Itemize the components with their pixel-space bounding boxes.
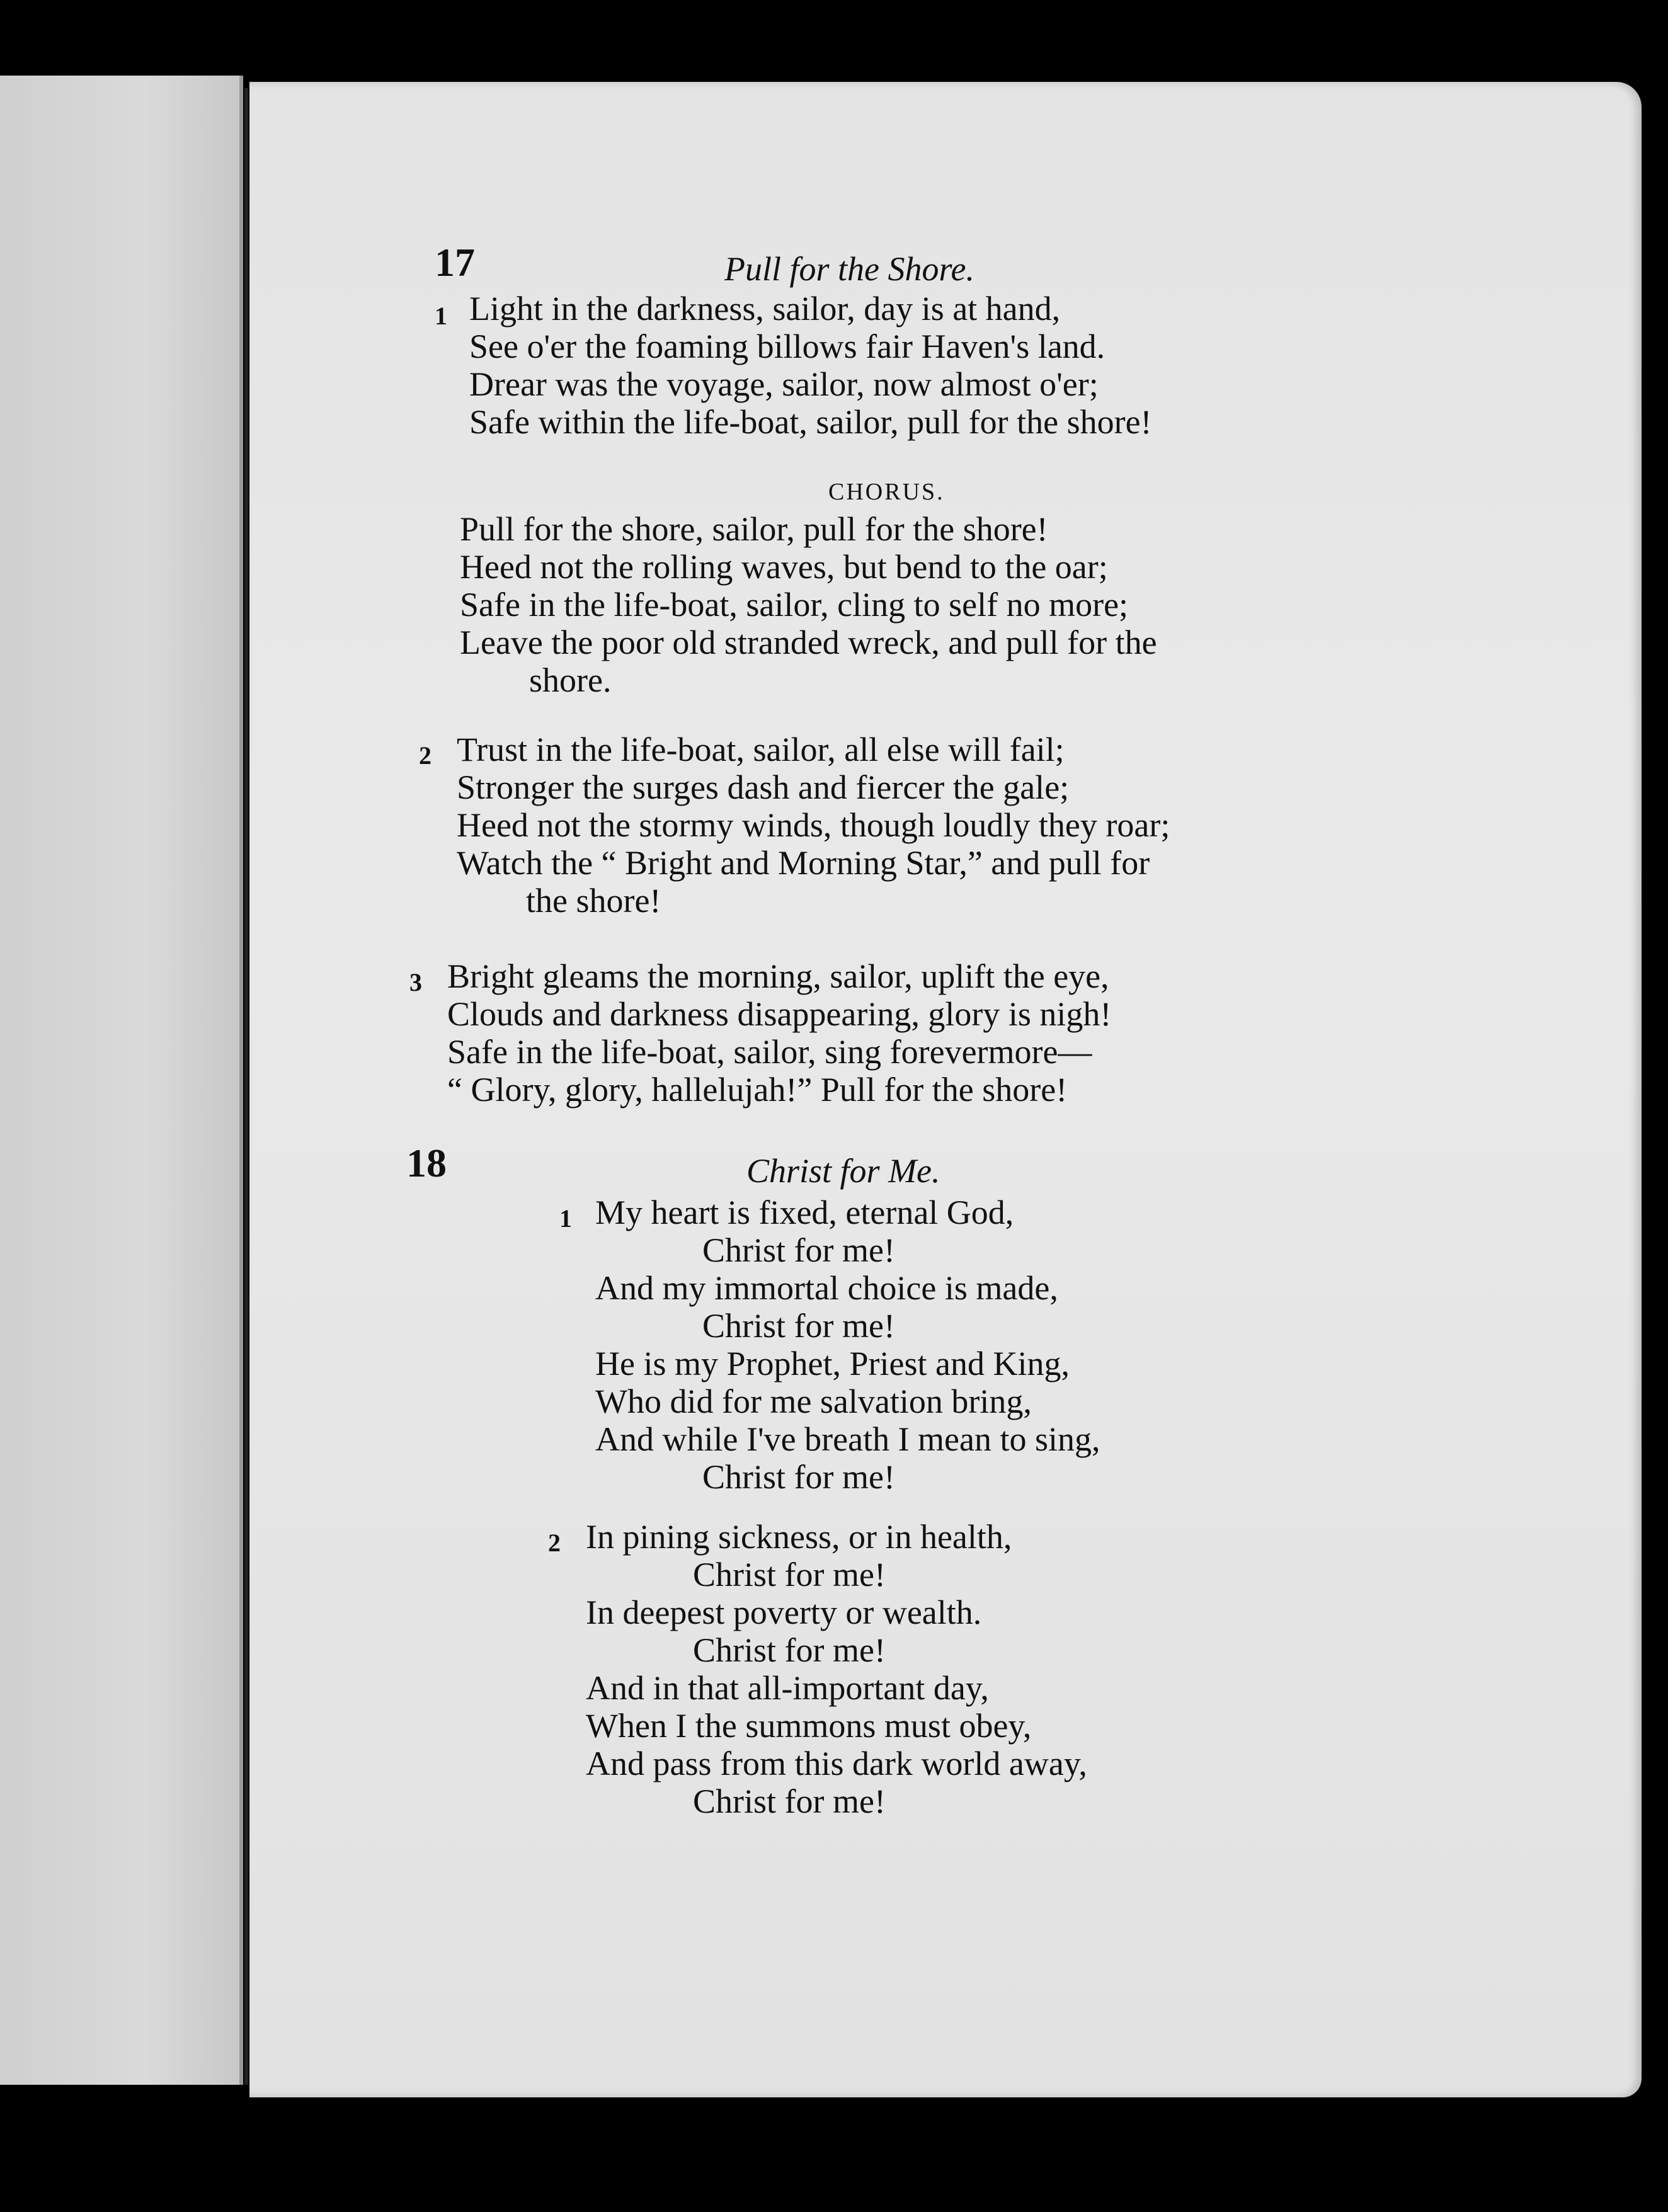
- verse-line: Drear was the voyage, sailor, now almost o'er;: [469, 365, 1099, 403]
- chorus-label: CHORUS.: [828, 479, 945, 505]
- refrain-line: Christ for me!: [693, 1782, 886, 1820]
- chorus-line: Leave the poor old stranded wreck, and pull for the: [460, 624, 1157, 661]
- verse-line: Who did for me salvation bring,: [595, 1382, 1032, 1420]
- hymn-18-stanza-2: [586, 1518, 1087, 1820]
- verse-line: the shore!: [526, 882, 661, 920]
- verse-line: See o'er the foaming billows fair Haven's land.: [469, 328, 1105, 365]
- left-page-edge: [0, 76, 243, 2085]
- hymn-18-stanza-1: [595, 1194, 1100, 1496]
- hymn-17-chorus: [460, 510, 1157, 699]
- hymn-title-pull-for-the-shore: Pull for the Shore.: [724, 250, 974, 288]
- verse-line: And pass from this dark world away,: [586, 1745, 1087, 1782]
- chorus-line: Safe in the life-boat, sailor, cling to self no more;: [460, 586, 1129, 624]
- hymn-17-stanza-2: [457, 731, 1170, 920]
- verse-line: In pining sickness, or in health,: [586, 1518, 1012, 1556]
- verse-line: Trust in the life-boat, sailor, all else will fail;: [457, 731, 1065, 768]
- verse-line: Clouds and darkness disappearing, glory is nigh!: [447, 995, 1112, 1033]
- chorus-line: Pull for the shore, sailor, pull for the shore!: [460, 510, 1048, 548]
- verse-line: Heed not the stormy winds, though loudly they roar;: [457, 806, 1170, 844]
- chorus-line: Heed not the rolling waves, but bend to the oar;: [460, 548, 1108, 586]
- hymn-title-christ-for-me: Christ for Me.: [746, 1152, 940, 1190]
- stanza-number: 1: [435, 302, 447, 330]
- stanza-number: 1: [559, 1204, 572, 1233]
- verse-line: And while I've breath I mean to sing,: [595, 1420, 1100, 1458]
- stanza-number: 2: [548, 1529, 561, 1557]
- refrain-line: Christ for me!: [702, 1307, 895, 1345]
- verse-line: He is my Prophet, Priest and King,: [595, 1345, 1070, 1382]
- hymn-number-18: 18: [406, 1141, 447, 1185]
- verse-line: My heart is fixed, eternal God,: [595, 1194, 1014, 1231]
- stanza-number: 2: [419, 741, 431, 770]
- verse-line: And in that all-important day,: [586, 1669, 989, 1707]
- refrain-line: Christ for me!: [702, 1231, 895, 1269]
- hymn-number-17: 17: [435, 240, 475, 285]
- refrain-line: Christ for me!: [702, 1458, 895, 1496]
- verse-line: Safe in the life-boat, sailor, sing forevermore—: [447, 1033, 1092, 1071]
- chorus-line: shore.: [529, 661, 612, 699]
- book-spine: [244, 88, 248, 2085]
- verse-line: Bright gleams the morning, sailor, uplift the eye,: [447, 957, 1109, 995]
- verse-line: When I the summons must obey,: [586, 1707, 1032, 1745]
- verse-line: “ Glory, glory, hallelujah!” Pull for the shore!: [447, 1071, 1068, 1109]
- stanza-number: 3: [409, 968, 422, 996]
- refrain-line: Christ for me!: [693, 1631, 886, 1669]
- verse-line: In deepest poverty or wealth.: [586, 1593, 982, 1631]
- hymn-17-stanza-1: [469, 290, 1152, 441]
- verse-line: Watch the “ Bright and Morning Star,” and pull for: [457, 844, 1150, 882]
- refrain-line: Christ for me!: [693, 1556, 886, 1593]
- verse-line: Light in the darkness, sailor, day is at hand,: [469, 290, 1061, 328]
- verse-line: Stronger the surges dash and fiercer the gale;: [457, 768, 1070, 806]
- hymn-17-stanza-3: [447, 957, 1111, 1109]
- verse-line: And my immortal choice is made,: [595, 1269, 1058, 1307]
- verse-line: Safe within the life-boat, sailor, pull for the shore!: [469, 403, 1152, 441]
